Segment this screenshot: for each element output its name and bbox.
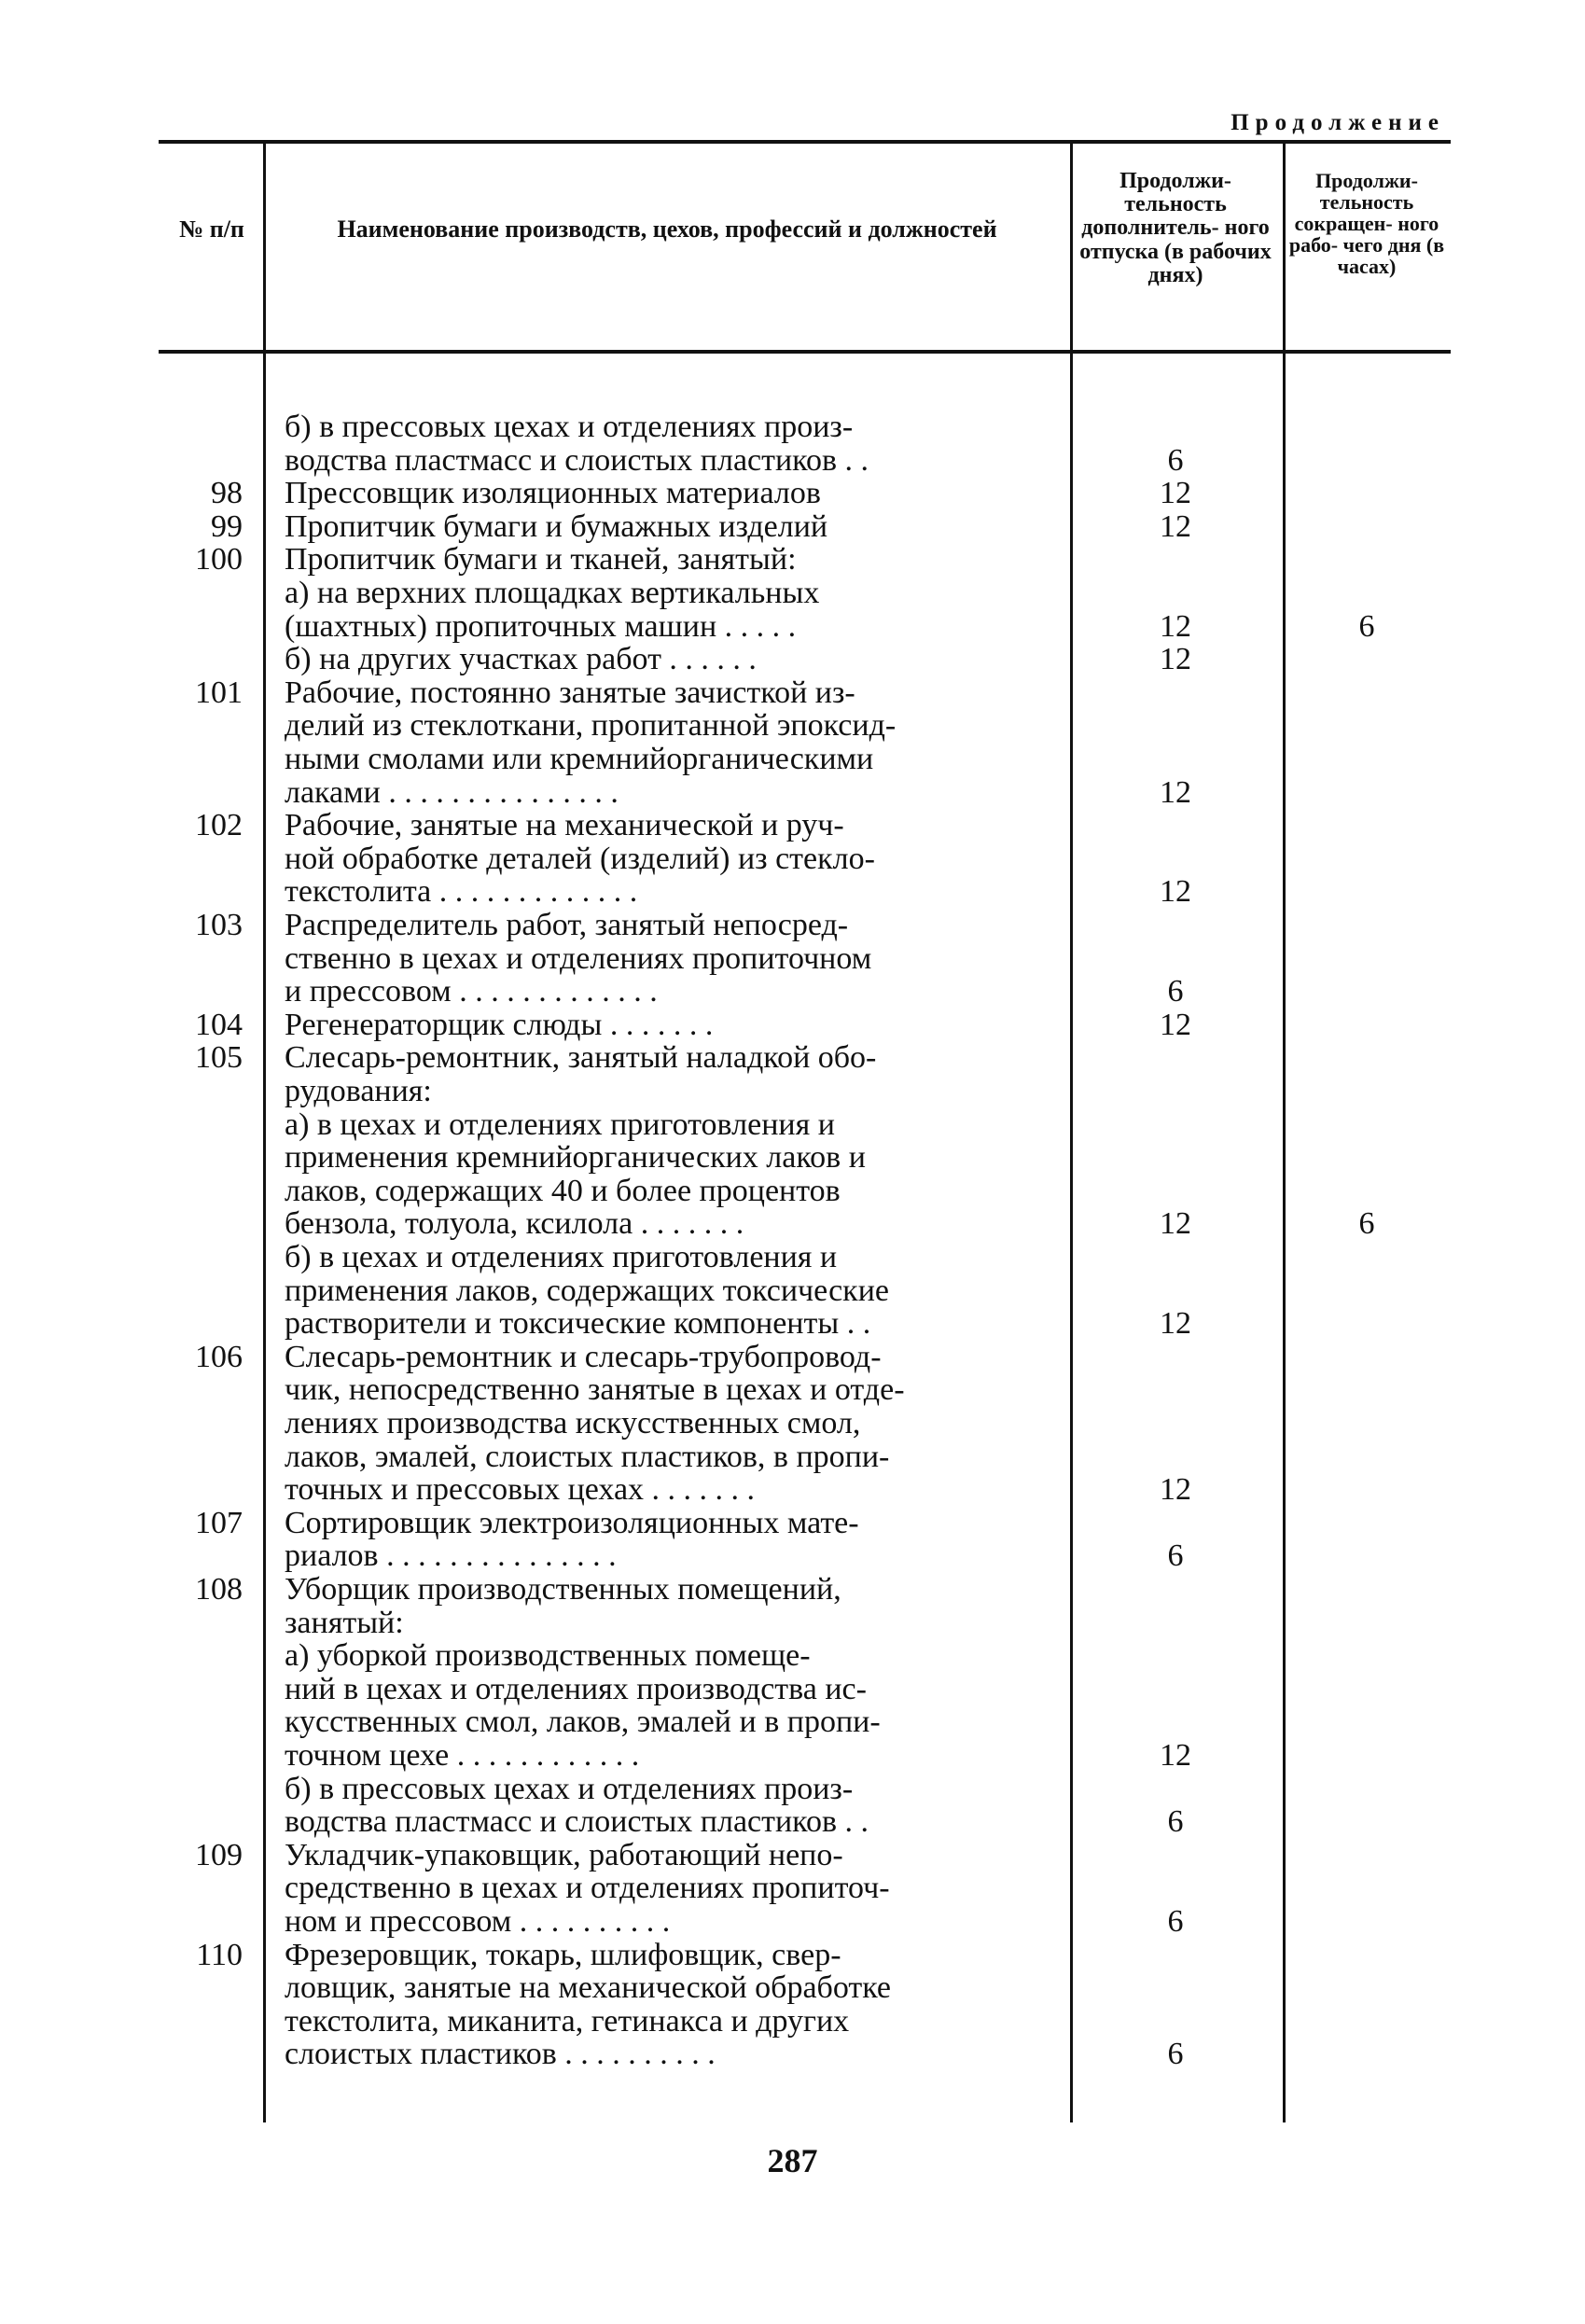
row-text: Слесарь-ремонтник и слесарь-трубопровод- [285,1341,882,1374]
row-text: ловщик, занятые на механической обработке [285,1971,892,2005]
leave-days-value: 6 [1167,1804,1184,1839]
row-text: а) уборкой производственных помеще- [285,1639,811,1673]
row-text: а) в цехах и отделениях приготовления и [285,1108,835,1142]
leave-days-value: 12 [1160,1472,1191,1507]
header-short-day-hours: Продолжи- тельность сокращен- ного рабо- чего дня (в часах) [1288,169,1445,279]
row-text: растворители и токсические компоненты . . [285,1307,871,1341]
row-text: лаков, содержащих 40 и более процентов [285,1175,841,1208]
row-text: лаков, эмалей, слоистых пластиков, в пропи- [285,1440,890,1474]
row-text: Уборщик производственных помещений, [285,1573,841,1607]
row-number: 109 [195,1838,243,1872]
row-text: Слесарь-ремонтник, занятый наладкой обо- [285,1041,877,1075]
row-text: бензола, толуола, ксилола . . . . . . . [285,1207,744,1241]
row-text: и прессовом . . . . . . . . . . . . . [285,975,658,1009]
row-text: риалов . . . . . . . . . . . . . . . [285,1539,617,1573]
top-rule [159,140,1451,144]
row-text: ными смолами или кремнийорганическими [285,743,874,776]
leave-days-value: 12 [1160,1306,1191,1341]
leave-days-value: 12 [1160,642,1191,676]
row-number: 108 [195,1572,243,1607]
row-text: применения кремнийорганических лаков и [285,1141,866,1175]
row-text: а) на верхних площадках вертикальных [285,577,820,610]
leave-days-value: 6 [1167,2037,1184,2071]
row-number: 105 [195,1040,243,1075]
leave-days-value: 6 [1167,974,1184,1009]
row-text: б) в прессовых цехах и отделениях произ- [285,411,854,444]
leave-days-value: 6 [1167,1538,1184,1573]
row-text: Рабочие, постоянно занятые зачисткой из- [285,676,855,710]
continuation-label: Продолжение [1230,110,1445,135]
row-text: б) на других участках работ . . . . . . [285,643,757,676]
row-text: б) в прессовых цехах и отделениях произ- [285,1773,854,1806]
row-text: слоистых пластиков . . . . . . . . . . [285,2038,716,2071]
row-text: б) в цехах и отделениях приготовления и [285,1241,838,1274]
row-text: применения лаков, содержащих токсические [285,1274,889,1308]
row-number: 101 [195,675,243,710]
row-text: ном и прессовом . . . . . . . . . . [285,1905,671,1939]
header-leave-days: Продолжи- тельность дополнитель- ного отпуска (в рабочих днях) [1079,169,1272,287]
row-text: ной обработке деталей (изделий) из стекло- [285,842,875,876]
row-text: рудования: [285,1075,432,1108]
row-number: 102 [195,808,243,842]
header-name: Наименование производств, цехов, профессий и должностей [337,216,997,243]
row-text: Рабочие, занятые на механической и руч- [285,809,844,842]
column-divider-2 [1070,140,1073,2122]
row-number: 100 [195,542,243,577]
row-text: Распределитель работ, занятый непосред- [285,909,849,942]
row-text: Прессовщик изоляционных материалов [285,477,821,510]
row-text: точном цехе . . . . . . . . . . . . [285,1739,640,1773]
row-text: делий из стеклоткани, пропитанной эпоксид- [285,709,897,743]
column-divider-1 [263,140,266,2122]
row-number: 107 [195,1506,243,1540]
leave-days-value: 12 [1160,874,1191,909]
short-day-hours-value: 6 [1358,1206,1375,1241]
leave-days-value: 6 [1167,1904,1184,1939]
leave-days-value: 12 [1160,1738,1191,1773]
row-text: точных и прессовых цехах . . . . . . . [285,1473,756,1507]
leave-days-value: 12 [1160,509,1191,544]
row-number: 98 [211,476,243,510]
row-text: Регенераторщик слюды . . . . . . . [285,1009,714,1042]
leave-days-value: 12 [1160,775,1191,810]
row-text: лениях производства искусственных смол, [285,1407,861,1440]
leave-days-value: 12 [1160,1008,1191,1042]
row-text: водства пластмасс и слоистых пластиков . . [285,1805,869,1839]
row-number: 106 [195,1340,243,1374]
leave-days-value: 12 [1160,1206,1191,1241]
row-text: кусственных смол, лаков, эмалей и в пропи- [285,1705,881,1739]
row-number: 99 [211,509,243,544]
row-text: чик, непосредственно занятые в цехах и отде- [285,1373,905,1407]
leave-days-value: 12 [1160,609,1191,644]
column-divider-3 [1283,140,1286,2122]
row-number: 103 [195,908,243,942]
short-day-hours-value: 6 [1358,609,1375,644]
row-text: занятый: [285,1607,404,1640]
header-number: № п/п [179,216,244,243]
row-number: 110 [196,1938,243,1972]
row-text: текстолита, миканита, гетинакса и других [285,2005,850,2039]
row-text: (шахтных) пропиточных машин . . . . . [285,610,797,644]
row-text: Пропитчик бумаги и тканей, занятый: [285,543,797,577]
row-text: ний в цехах и отделениях производства ис- [285,1673,867,1706]
row-text: водства пластмасс и слоистых пластиков . . [285,444,869,478]
leave-days-value: 6 [1167,443,1184,478]
row-text: Фрезеровщик, токарь, шлифовщик, свер- [285,1939,841,1972]
row-text: ственно в цехах и отделениях пропиточном [285,942,872,976]
row-text: Пропитчик бумаги и бумажных изделий [285,510,828,544]
row-text: Укладчик-упаковщик, работающий непо- [285,1839,843,1872]
page-number: 287 [767,2142,818,2179]
row-text: средственно в цехах и отделениях пропиточ- [285,1872,890,1905]
header-bottom-rule [159,350,1451,354]
leave-days-value: 12 [1160,476,1191,510]
row-text: текстолита . . . . . . . . . . . . . [285,875,638,909]
row-text: лаками . . . . . . . . . . . . . . . [285,776,619,810]
row-number: 104 [195,1008,243,1042]
row-text: Сортировщик электроизоляционных мате- [285,1507,859,1540]
